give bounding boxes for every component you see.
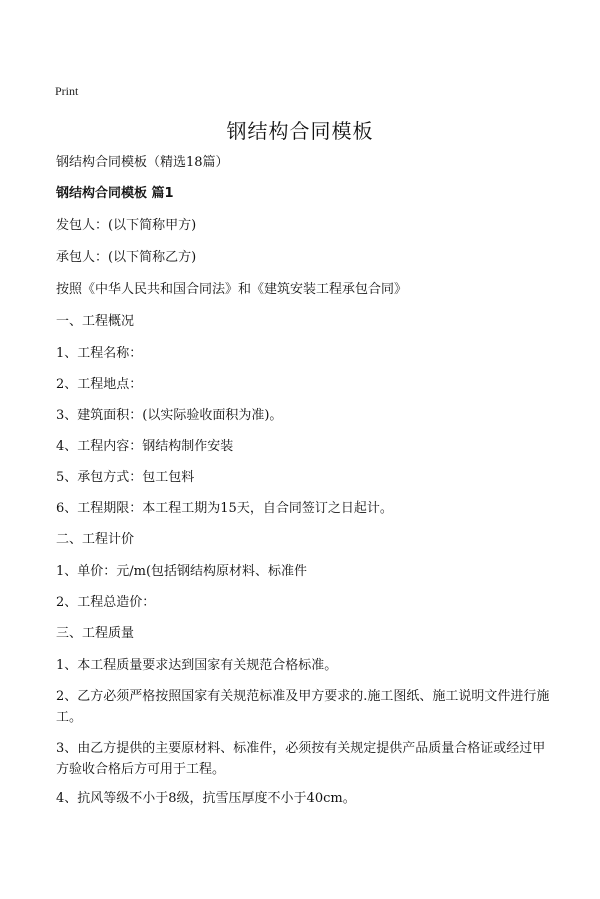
paragraph-construction-requirements: 2、乙方必须严格按照国家有关规范标准及甲方要求的.施工图纸、施工说明文件进行施工。 bbox=[56, 689, 550, 725]
print-label: Print bbox=[55, 84, 79, 98]
paragraph-project-duration: 6、工程期限：本工程工期为15天，自合同签订之日起计。 bbox=[56, 501, 393, 516]
paragraph-legal-basis: 按照《中华人民共和国合同法》和《建筑安装工程承包合同》 bbox=[56, 282, 408, 297]
paragraph-project-name: 1、工程名称： bbox=[56, 346, 143, 361]
heading-project-overview: 一、工程概况 bbox=[56, 314, 135, 329]
document-subtitle: 钢结构合同模板（精选18篇） bbox=[56, 155, 229, 170]
section-heading: 钢结构合同模板 篇1 bbox=[56, 186, 174, 201]
paragraph-contract-mode: 5、承包方式：包工包料 bbox=[56, 470, 195, 485]
heading-project-pricing: 二、工程计价 bbox=[56, 532, 135, 547]
paragraph-total-cost: 2、工程总造价： bbox=[56, 595, 156, 610]
paragraph-building-area: 3、建筑面积：(以实际验收面积为准)。 bbox=[56, 408, 283, 423]
paragraph-employer: 发包人：(以下简称甲方) bbox=[56, 218, 197, 233]
paragraph-unit-price: 1、单价：元/m(包括钢结构原材料、标准件 bbox=[56, 564, 308, 579]
paragraph-quality-standard: 1、本工程质量要求达到国家有关规范合格标准。 bbox=[56, 658, 338, 673]
heading-project-quality: 三、工程质量 bbox=[56, 626, 135, 641]
paragraph-contractor: 承包人：(以下简称乙方) bbox=[56, 250, 197, 265]
paragraph-materials-certification: 3、由乙方提供的主要原材料、标准件，必须按有关规定提供产品质量合格证或经过甲方验收合格后方可用于工程。 bbox=[56, 741, 546, 777]
paragraph-project-location: 2、工程地点： bbox=[56, 377, 143, 392]
document-title: 钢结构合同模板 bbox=[226, 119, 374, 143]
paragraph-project-content: 4、工程内容：钢结构制作安装 bbox=[56, 439, 234, 454]
paragraph-wind-snow-rating: 4、抗风等级不小于8级，抗雪压厚度不小于40cm。 bbox=[56, 791, 356, 806]
